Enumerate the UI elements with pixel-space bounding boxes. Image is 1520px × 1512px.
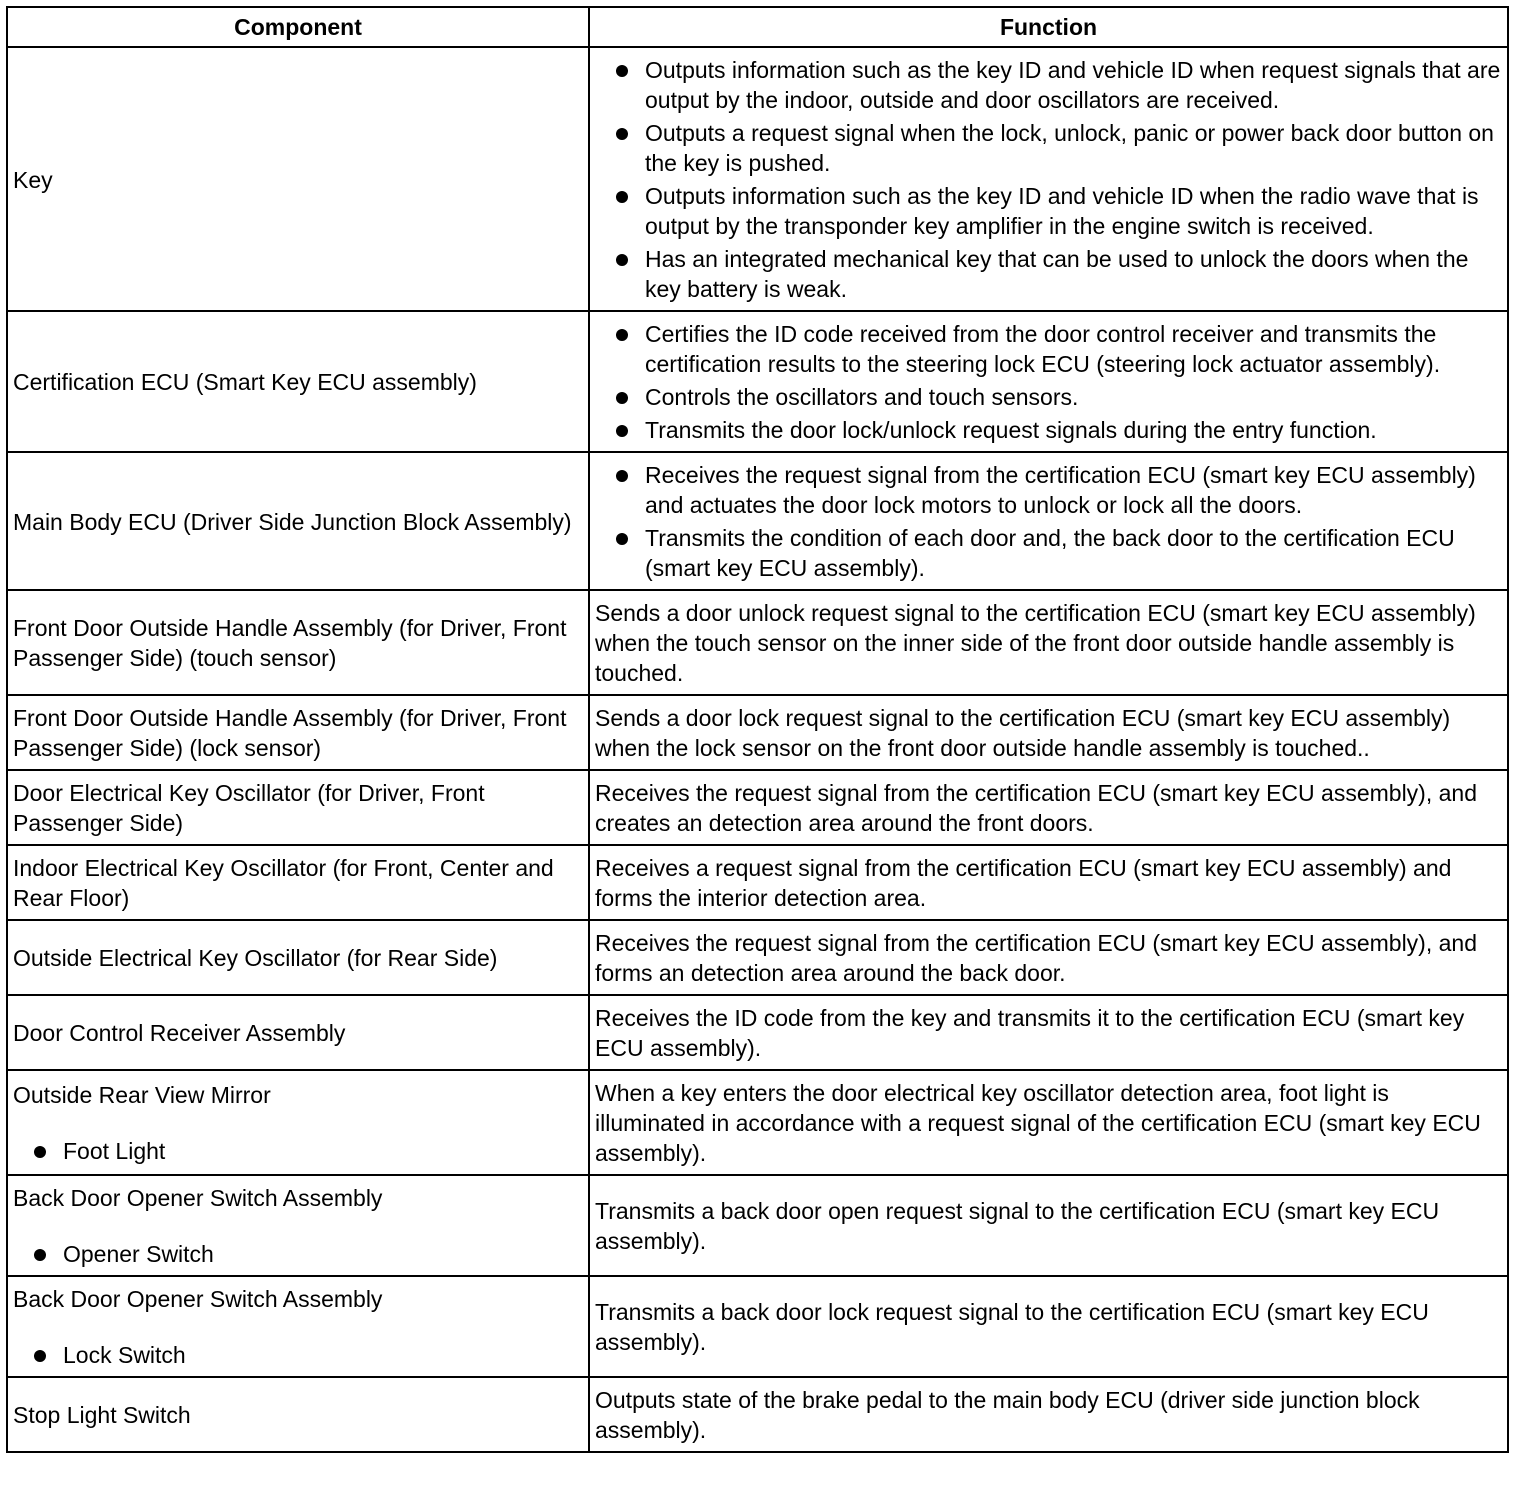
component-cell [7, 1175, 589, 1276]
function-bullet-list [595, 55, 1503, 304]
component-cell: Key [7, 47, 589, 311]
function-bullet: Transmits the condition of each door and, the back door to the certification ECU (smart key ECU assembly). [595, 523, 1503, 583]
component-name: Outside Rear View Mirror [13, 1082, 271, 1108]
table-row [7, 845, 1508, 920]
component-cell: Stop Light Switch [7, 1377, 589, 1452]
function-bullet-list [595, 460, 1503, 583]
function-bullet: Receives the request signal from the certification ECU (smart key ECU assembly) and actuates the door lock motors to unlock or lock all the doors. [595, 460, 1503, 520]
component-cell [7, 1070, 589, 1175]
function-bullet-list [595, 319, 1503, 445]
function-cell: Receives the ID code from the key and transmits it to the certification ECU (smart key ECU assembly). [589, 995, 1508, 1070]
header-component: Component [7, 7, 589, 47]
function-bullet: Controls the oscillators and touch sensors. [595, 382, 1503, 412]
component-name: Back Door Opener Switch Assembly [13, 1185, 383, 1211]
function-bullet: Has an integrated mechanical key that can be used to unlock the doors when the key battery is weak. [595, 244, 1503, 304]
function-cell: Receives the request signal from the certification ECU (smart key ECU assembly), and forms an detection area around the back door. [589, 920, 1508, 995]
component-cell: Indoor Electrical Key Oscillator (for Front, Center and Rear Floor) [7, 845, 589, 920]
table-header-row [7, 7, 1508, 47]
function-bullet: Transmits the door lock/unlock request signals during the entry function. [595, 415, 1503, 445]
table-row [7, 311, 1508, 452]
component-cell: Front Door Outside Handle Assembly (for Driver, Front Passenger Side) (lock sensor) [7, 695, 589, 770]
component-cell: Main Body ECU (Driver Side Junction Block Assembly) [7, 452, 589, 590]
table-row [7, 47, 1508, 311]
table-row [7, 590, 1508, 695]
table-row [7, 452, 1508, 590]
table-row [7, 1377, 1508, 1452]
function-cell [589, 452, 1508, 590]
function-bullet: Outputs information such as the key ID and vehicle ID when the radio wave that is output by the transponder key amplifier in the engine switch is received. [595, 181, 1503, 241]
component-cell: Front Door Outside Handle Assembly (for Driver, Front Passenger Side) (touch sensor) [7, 590, 589, 695]
component-sub-item: Opener Switch [13, 1239, 584, 1269]
table-row [7, 695, 1508, 770]
component-cell: Door Electrical Key Oscillator (for Driver, Front Passenger Side) [7, 770, 589, 845]
table-row [7, 770, 1508, 845]
component-function-table [6, 6, 1509, 1453]
table-row [7, 1070, 1508, 1175]
component-cell: Outside Electrical Key Oscillator (for Rear Side) [7, 920, 589, 995]
function-bullet: Outputs a request signal when the lock, unlock, panic or power back door button on the key is pushed. [595, 118, 1503, 178]
component-name: Back Door Opener Switch Assembly [13, 1286, 383, 1312]
function-cell [589, 311, 1508, 452]
component-cell [7, 1276, 589, 1377]
function-cell: Outputs state of the brake pedal to the main body ECU (driver side junction block assembly). [589, 1377, 1508, 1452]
function-cell: Receives the request signal from the certification ECU (smart key ECU assembly), and creates an detection area around the front doors. [589, 770, 1508, 845]
function-bullet: Certifies the ID code received from the door control receiver and transmits the certification results to the steering lock ECU (steering lock actuator assembly). [595, 319, 1503, 379]
component-sub-item: Lock Switch [13, 1340, 584, 1370]
function-cell: Transmits a back door lock request signal to the certification ECU (smart key ECU assembly). [589, 1276, 1508, 1377]
function-cell [589, 47, 1508, 311]
function-cell: Sends a door unlock request signal to the certification ECU (smart key ECU assembly) when the touch sensor on the inner side of the front door outside handle assembly is touched. [589, 590, 1508, 695]
component-sub-item: Foot Light [13, 1136, 584, 1166]
table-row [7, 920, 1508, 995]
table-row [7, 1276, 1508, 1377]
function-cell: Sends a door lock request signal to the certification ECU (smart key ECU assembly) when the lock sensor on the front door outside handle assembly is touched.. [589, 695, 1508, 770]
function-cell: Receives a request signal from the certification ECU (smart key ECU assembly) and forms the interior detection area. [589, 845, 1508, 920]
table-row [7, 1175, 1508, 1276]
table-row [7, 995, 1508, 1070]
component-cell: Door Control Receiver Assembly [7, 995, 589, 1070]
function-bullet: Outputs information such as the key ID and vehicle ID when request signals that are output by the indoor, outside and door oscillators are received. [595, 55, 1503, 115]
component-cell: Certification ECU (Smart Key ECU assembly) [7, 311, 589, 452]
header-function: Function [589, 7, 1508, 47]
function-cell: When a key enters the door electrical key oscillator detection area, foot light is illuminated in accordance with a request signal of the certification ECU (smart key ECU assembly). [589, 1070, 1508, 1175]
function-cell: Transmits a back door open request signal to the certification ECU (smart key ECU assembly). [589, 1175, 1508, 1276]
